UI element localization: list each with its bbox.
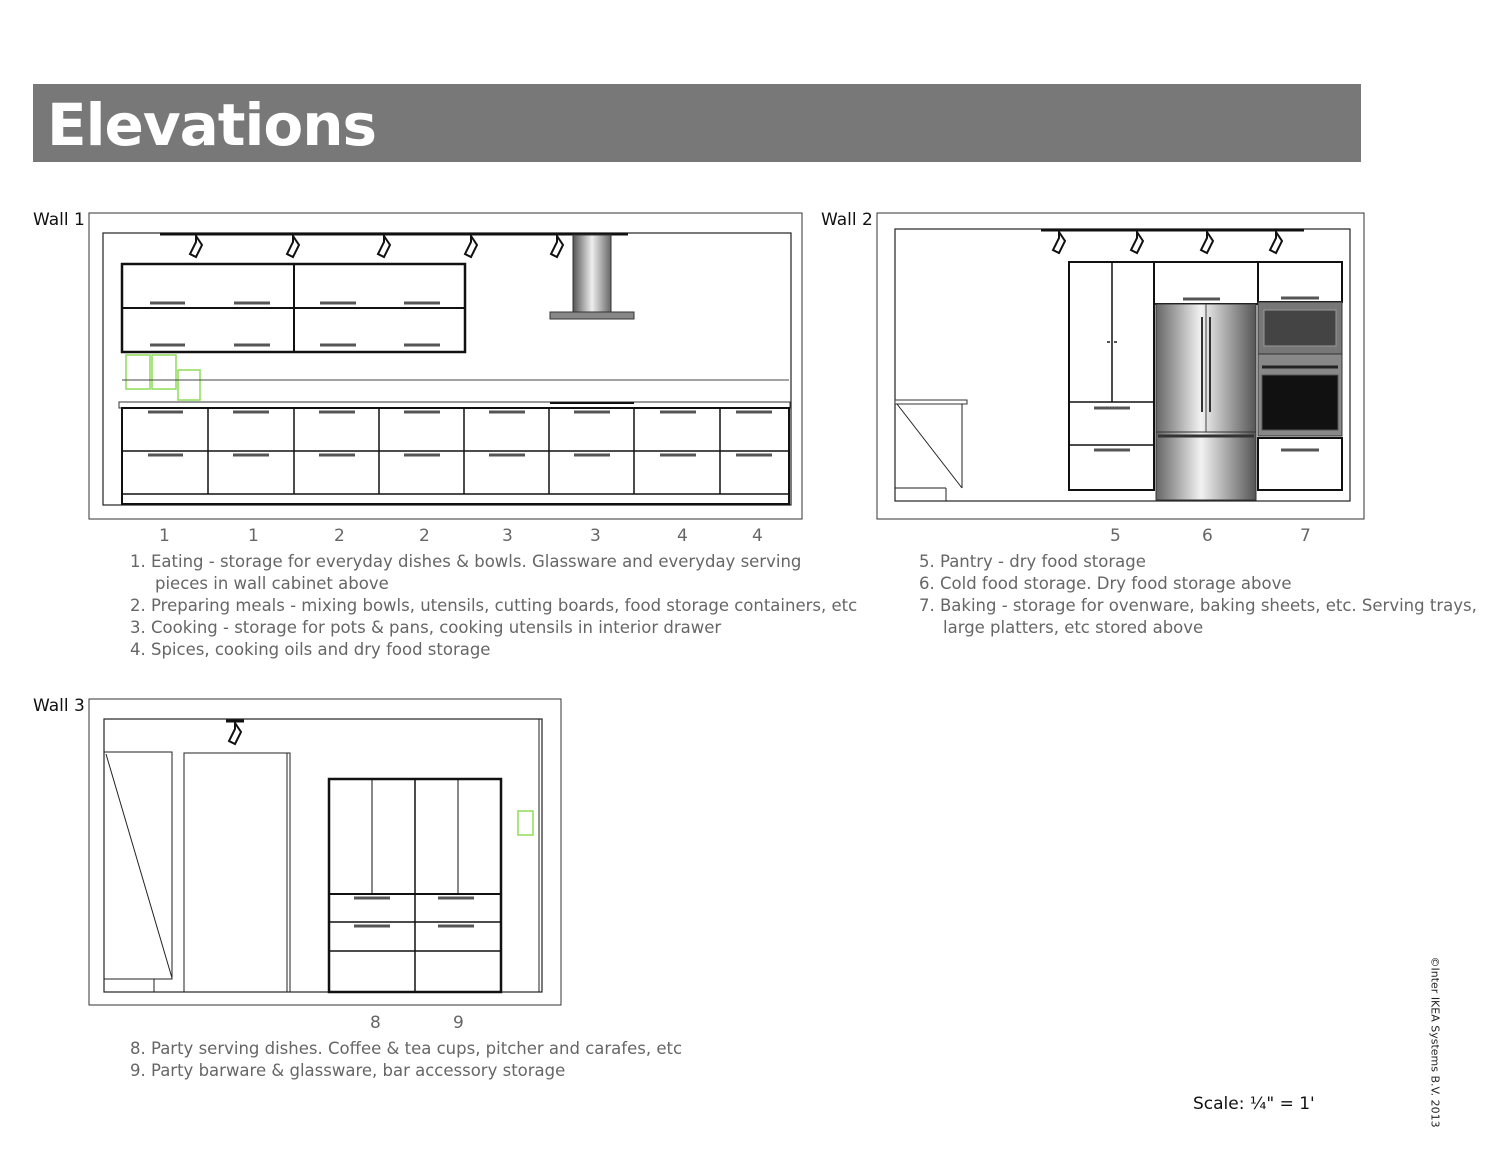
note-line: 6. Cold food storage. Dry food storage above — [919, 574, 1292, 593]
wall-3-number: 9 — [453, 1013, 464, 1033]
wall-1-number: 1 — [248, 526, 259, 546]
page-title: Elevations — [47, 91, 377, 159]
wall-1-number: 3 — [590, 526, 601, 546]
note-line: 2. Preparing meals - mixing bowls, utensils, cutting boards, food storage containers, etc — [130, 596, 858, 615]
wall-3-elevation — [88, 698, 564, 1008]
scale-label: Scale: ¼" = 1' — [1193, 1094, 1315, 1114]
copyright: ©Inter IKEA Systems B.V. 2013 — [1428, 956, 1442, 1128]
note-line: 3. Cooking - storage for pots & pans, cooking utensils in interior drawer — [130, 618, 722, 637]
wall-1-label: Wall 1 — [33, 210, 85, 230]
note-line: 7. Baking - storage for ovenware, baking sheets, etc. Serving trays, — [919, 596, 1477, 615]
wall-3-number: 8 — [370, 1013, 381, 1033]
wall-3-notes — [130, 1038, 682, 1082]
track-light — [229, 723, 241, 744]
note-line: 9. Party barware & glassware, bar accessory storage — [130, 1061, 566, 1080]
wall-2-number: 5 — [1110, 526, 1121, 546]
note-line: 8. Party serving dishes. Coffee & tea cups, pitcher and carafes, etc — [130, 1039, 683, 1058]
wall-2-number: 6 — [1202, 526, 1213, 546]
note-line: 4. Spices, cooking oils and dry food storage — [130, 640, 491, 659]
wall-2-notes — [919, 551, 1477, 639]
note-line: 1. Eating - storage for everyday dishes & bowls. Glassware and everyday serving — [130, 552, 802, 571]
wall-2-number: 7 — [1300, 526, 1311, 546]
wall-1-number: 2 — [334, 526, 345, 546]
note-line: 5. Pantry - dry food storage — [919, 552, 1146, 571]
wall-1-notes — [130, 551, 857, 661]
wall-3-label: Wall 3 — [33, 696, 85, 716]
wall-1-elevation — [88, 212, 804, 522]
wall-2-elevation — [876, 212, 1366, 522]
track-lights — [190, 236, 563, 257]
note-line: pieces in wall cabinet above — [155, 574, 389, 593]
wall-1-number: 4 — [677, 526, 688, 546]
wall-1-number: 1 — [159, 526, 170, 546]
note-line: large platters, etc stored above — [943, 618, 1204, 637]
wall-1-number: 4 — [752, 526, 763, 546]
wall-1-number: 2 — [419, 526, 430, 546]
wall-2-label: Wall 2 — [821, 210, 873, 230]
wall-1-number: 3 — [502, 526, 513, 546]
